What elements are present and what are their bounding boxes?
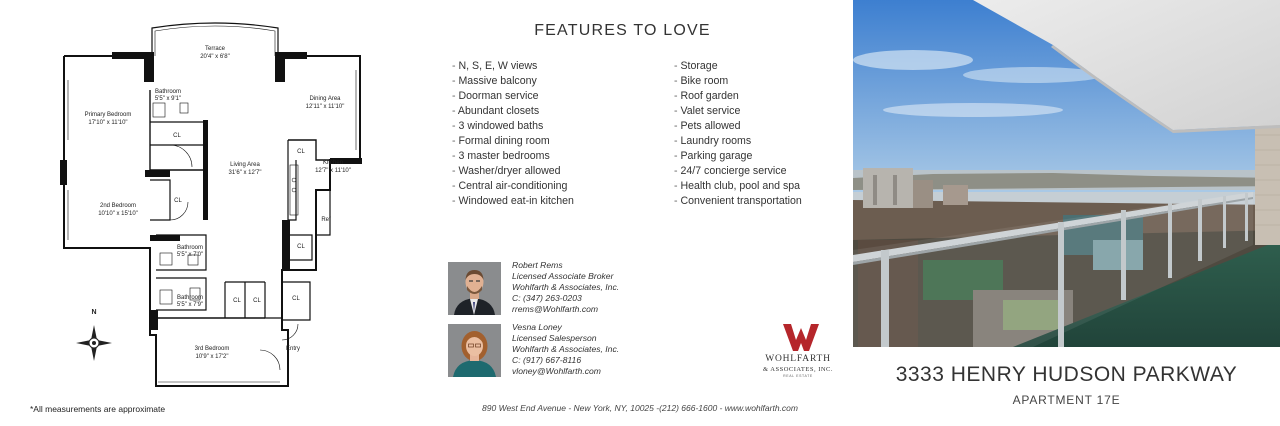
- feature-item: - 24/7 concierge service: [674, 164, 802, 179]
- logo-subtitle: & ASSOCIATES, INC.: [762, 366, 834, 373]
- feature-item: - N, S, E, W views: [452, 59, 574, 74]
- agent-company: Wohlfarth & Associates, Inc.: [512, 282, 620, 292]
- feature-item: - Central air-conditioning: [452, 179, 574, 194]
- feature-item: - Formal dining room: [452, 134, 574, 149]
- north-label: N: [91, 309, 97, 316]
- third-bedroom-dims: 10'9" x 17'2": [195, 354, 229, 360]
- logo-name: WOHLFARTH: [765, 354, 831, 364]
- dining-area-dims: 12'11" x 11'10": [305, 104, 345, 110]
- closet-label: CL: [297, 244, 305, 250]
- feature-item: - Massive balcony: [452, 74, 574, 89]
- office-address: 890 West End Avenue - New York, NY, 10025 -(212) 666-1600 - www.wohlfarth.com: [482, 403, 798, 413]
- bathroom2-dims: 5'5" x 7'0": [176, 252, 204, 258]
- third-bedroom-name: 3rd Bedroom: [194, 346, 230, 352]
- kitchen-dims: 12'7" x 11'10": [315, 168, 351, 174]
- bathroom2-name: Bathroom: [176, 245, 204, 251]
- feature-item: - Storage: [674, 59, 802, 74]
- closet-label: CL: [174, 198, 182, 204]
- closet-label: CL: [297, 149, 305, 155]
- property-name: 3333 HENRY HUDSON PARKWAY: [895, 363, 1238, 386]
- agent-title: Licensed Associate Broker: [512, 271, 614, 281]
- agent-company: Wohlfarth & Associates, Inc.: [512, 344, 620, 354]
- agent-phone[interactable]: C: (347) 263-0203: [512, 293, 582, 303]
- floor-plan: [20, 20, 400, 395]
- second-bedroom-dims: 10'10" x 15'10": [98, 211, 138, 217]
- feature-item: - Pets allowed: [674, 119, 802, 134]
- ref-label: Ref: [321, 217, 331, 223]
- bathroom3-name: Bathroom: [176, 295, 204, 301]
- feature-item: - Parking garage: [674, 149, 802, 164]
- apartment-number: APARTMENT 17E: [1012, 393, 1121, 407]
- feature-item: - Health club, pool and spa: [674, 179, 802, 194]
- feature-item: - Roof garden: [674, 89, 802, 104]
- closet-label: CL: [173, 133, 181, 139]
- kitchen-name: Kitchen: [322, 160, 344, 166]
- logo-tagline: REAL ESTATE: [783, 374, 813, 378]
- agent-email[interactable]: vloney@Wohlfarth.com: [512, 366, 601, 376]
- agent-info-robert: [512, 260, 619, 315]
- features-list-left: [452, 59, 574, 209]
- feature-item: - Laundry rooms: [674, 134, 802, 149]
- dining-area-name: Dining Area: [309, 96, 341, 102]
- agent-title: Licensed Salesperson: [512, 333, 597, 343]
- bathroom1-dims: 5'5" x 9'1": [154, 96, 182, 102]
- agent-phone[interactable]: C: (917) 667-8116: [512, 355, 582, 365]
- entry-label: Entry: [285, 346, 301, 352]
- closet-label: CL: [233, 298, 241, 304]
- feature-item: - Doorman service: [452, 89, 574, 104]
- primary-bedroom-dims: 17'10" x 11'10": [88, 120, 128, 126]
- feature-item: - 3 master bedrooms: [452, 149, 574, 164]
- bathroom3-dims: 5'5" x 7'9": [176, 302, 204, 308]
- agent-photo-vesna: [448, 324, 501, 377]
- feature-item: - Windowed eat-in kitchen: [452, 194, 574, 209]
- feature-item: - Convenient transportation: [674, 194, 802, 209]
- agent-info-vesna: [512, 322, 619, 377]
- balcony-view-photo: [853, 0, 1280, 347]
- terrace-dims: 20'4" x 6'8": [200, 54, 230, 60]
- feature-item: - Abundant closets: [452, 104, 574, 119]
- compass-icon: [76, 325, 112, 361]
- bathroom1-name: Bathroom: [154, 89, 182, 95]
- primary-bedroom-name: Primary Bedroom: [84, 112, 132, 118]
- agent-name: Robert Rems: [512, 260, 563, 270]
- closet-label: CL: [292, 296, 300, 302]
- second-bedroom-name: 2nd Bedroom: [99, 203, 137, 209]
- agent-email[interactable]: rrems@Wohlfarth.com: [512, 304, 599, 314]
- terrace-name: Terrace: [204, 46, 226, 52]
- agent-name: Vesna Loney: [512, 322, 562, 332]
- living-area-dims: 31'6" x 12'7": [228, 170, 262, 176]
- feature-item: - Bike room: [674, 74, 802, 89]
- features-title: FEATURES TO LOVE: [534, 22, 711, 39]
- feature-item: - Valet service: [674, 104, 802, 119]
- feature-item: - Washer/dryer allowed: [452, 164, 574, 179]
- measurement-footnote: *All measurements are approximate: [30, 404, 166, 414]
- closet-label: CL: [253, 298, 261, 304]
- living-area-name: Living Area: [230, 162, 260, 168]
- agent-photo-robert: [448, 262, 501, 315]
- wohlfarth-logo-icon: [782, 322, 820, 352]
- features-list-right: [674, 59, 802, 209]
- feature-item: - 3 windowed baths: [452, 119, 574, 134]
